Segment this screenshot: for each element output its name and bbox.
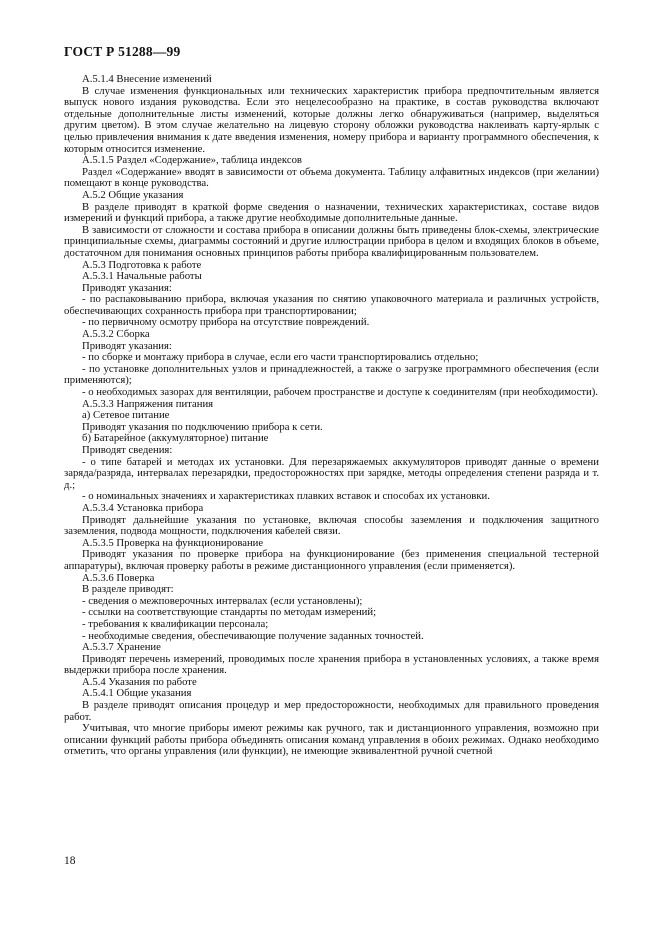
page-number: 18 bbox=[64, 855, 76, 867]
text-line: - по первичному осмотру прибора на отсутствие повреждений. bbox=[82, 316, 370, 329]
text-line: А.5.3.2 Сборка bbox=[82, 328, 150, 341]
text-line: - необходимые сведения, обеспечивающие получение заданных точностей. bbox=[82, 629, 424, 642]
paragraph: В разделе приводят описания процедур и мер предосторожности, необходимых для правильного проведения работ. bbox=[64, 699, 599, 723]
text-line: А.5.3 Подготовка к работе bbox=[82, 258, 202, 271]
text-line: А.5.3.4 Установка прибора bbox=[82, 501, 204, 514]
text-line: Приводят указания по подключению прибора к сети. bbox=[82, 420, 323, 433]
text-line: А.5.1.4 Внесение изменений bbox=[82, 73, 212, 85]
text-line: б) Батарейное (аккумуляторное) питание bbox=[82, 432, 269, 445]
paragraph: Приводят перечень измерений, проводимых после хранения прибора в установленных условиях, а также время выдержки прибора после хранения. bbox=[64, 652, 599, 677]
text-line: А.5.1.5 Раздел «Содержание», таблица индексов bbox=[82, 154, 302, 167]
paragraph: В случае изменения функциональных или технических характеристик прибора предпочтительным является выпуск нового издания руководства. Если это нецелесообразно на практике, в состав руководства включают отдельные дополнительные листы изменений, которые должны легко обнаруживаться (например, выделяться другим цветом). В этом случае желательно на лицевую сторону обложки руководства наклеивать карту-ярлык с целью привлечения внимания к дате введения изменения, номеру прибора и варианту программного обеспечения, к которым относится изменение. bbox=[64, 84, 599, 155]
text-line: А.5.4.1 Общие указания bbox=[82, 687, 192, 700]
text-line: А.5.3.5 Проверка на функционирование bbox=[82, 536, 264, 549]
text-line: А.5.3.1 Начальные работы bbox=[82, 270, 202, 283]
paragraph: Раздел «Содержание» вводят в зависимости от объема документа. Таблицу алфавитных индексов (при желании) помещают в конце руководства. bbox=[64, 165, 599, 190]
text-line: - требования к квалификации персонала; bbox=[82, 617, 269, 630]
text-line: А.5.3.3 Напряжения питания bbox=[82, 397, 214, 410]
paragraph: - по распаковыванию прибора, включая указания по снятию упаковочного материала и различных устройств, обеспечивающих сохранность прибора при транспортировании; bbox=[64, 293, 599, 317]
text-line: - сведения о межповерочных интервалах (если установлены); bbox=[82, 594, 363, 607]
paragraph: В разделе приводят в краткой форме сведения о назначении, технических характеристиках, составе видов измерений и функций прибора, а также другие необходимые дополнительные данные. bbox=[64, 200, 599, 225]
text-line: - о номинальных значениях и характеристиках плавких вставок и способах их установки. bbox=[82, 490, 490, 503]
text-line: А.5.3.6 Поверка bbox=[82, 571, 155, 584]
text-line: Приводят сведения: bbox=[82, 444, 173, 456]
document-header-code: ГОСТ Р 51288—99 bbox=[64, 44, 181, 59]
paragraph: Приводят дальнейшие указания по установке, включая способы заземления и подключения защитного заземления, подвода мощности, подключения кабелей связи. bbox=[64, 513, 599, 538]
text-line: - по сборке и монтажу прибора в случае, если его части транспортировались отдельно; bbox=[82, 351, 479, 364]
document-page bbox=[64, 44, 599, 758]
paragraph: - о необходимых зазорах для вентиляции, рабочем пространстве и доступе к соединителям (при необходимости). bbox=[82, 386, 598, 399]
paragraph: Приводят указания по проверке прибора на функционирование (без применения специальной тестерной аппаратуры), включая проверку работы в режиме дистанционного управления (если применяется). bbox=[64, 548, 599, 572]
paragraph: В зависимости от сложности и состава прибора в описании должны быть приведены блок-схемы, электрические принципиальные схемы, диаграммы состояний и другие иллюстрации прибора в целом и входящих блоков в объеме, достаточном для понимания основных принципов работы прибора квалифицированным пользователем. bbox=[64, 223, 599, 259]
text-line: А.5.2 Общие указания bbox=[82, 188, 184, 201]
text-line: - ссылки на соответствующие стандарты по методам измерений; bbox=[82, 606, 377, 619]
document-body bbox=[64, 74, 599, 758]
text-line: А.5.4 Указания по работе bbox=[82, 675, 197, 688]
text-line: Приводят указания: bbox=[82, 339, 172, 352]
text-line: Приводят указания: bbox=[82, 281, 172, 294]
text-line: В разделе приводят: bbox=[82, 583, 174, 596]
text-line: А.5.3.7 Хранение bbox=[82, 641, 161, 654]
paragraph: - о типе батарей и методах их установки. Для перезаряжаемых аккумуляторов приводят данные о времени заряда/разряда, интервалах перезарядки, предосторожностях при зарядке, методы определения степени разряда и т. д.; bbox=[64, 455, 599, 491]
text-line: а) Сетевое питание bbox=[82, 409, 170, 422]
paragraph: Учитывая, что многие приборы имеют режимы как ручного, так и дистанционного управления, возможно при описании функций работы прибора объединять описания команд управления в обоих режимах. Однако необходимо отметить, что органы управления (или функции), не имеющие эквивалентной ручной счетной bbox=[64, 722, 599, 758]
paragraph: - по установке дополнительных узлов и принадлежностей, а также о загрузке программного обеспечения (если применяются); bbox=[64, 362, 599, 387]
